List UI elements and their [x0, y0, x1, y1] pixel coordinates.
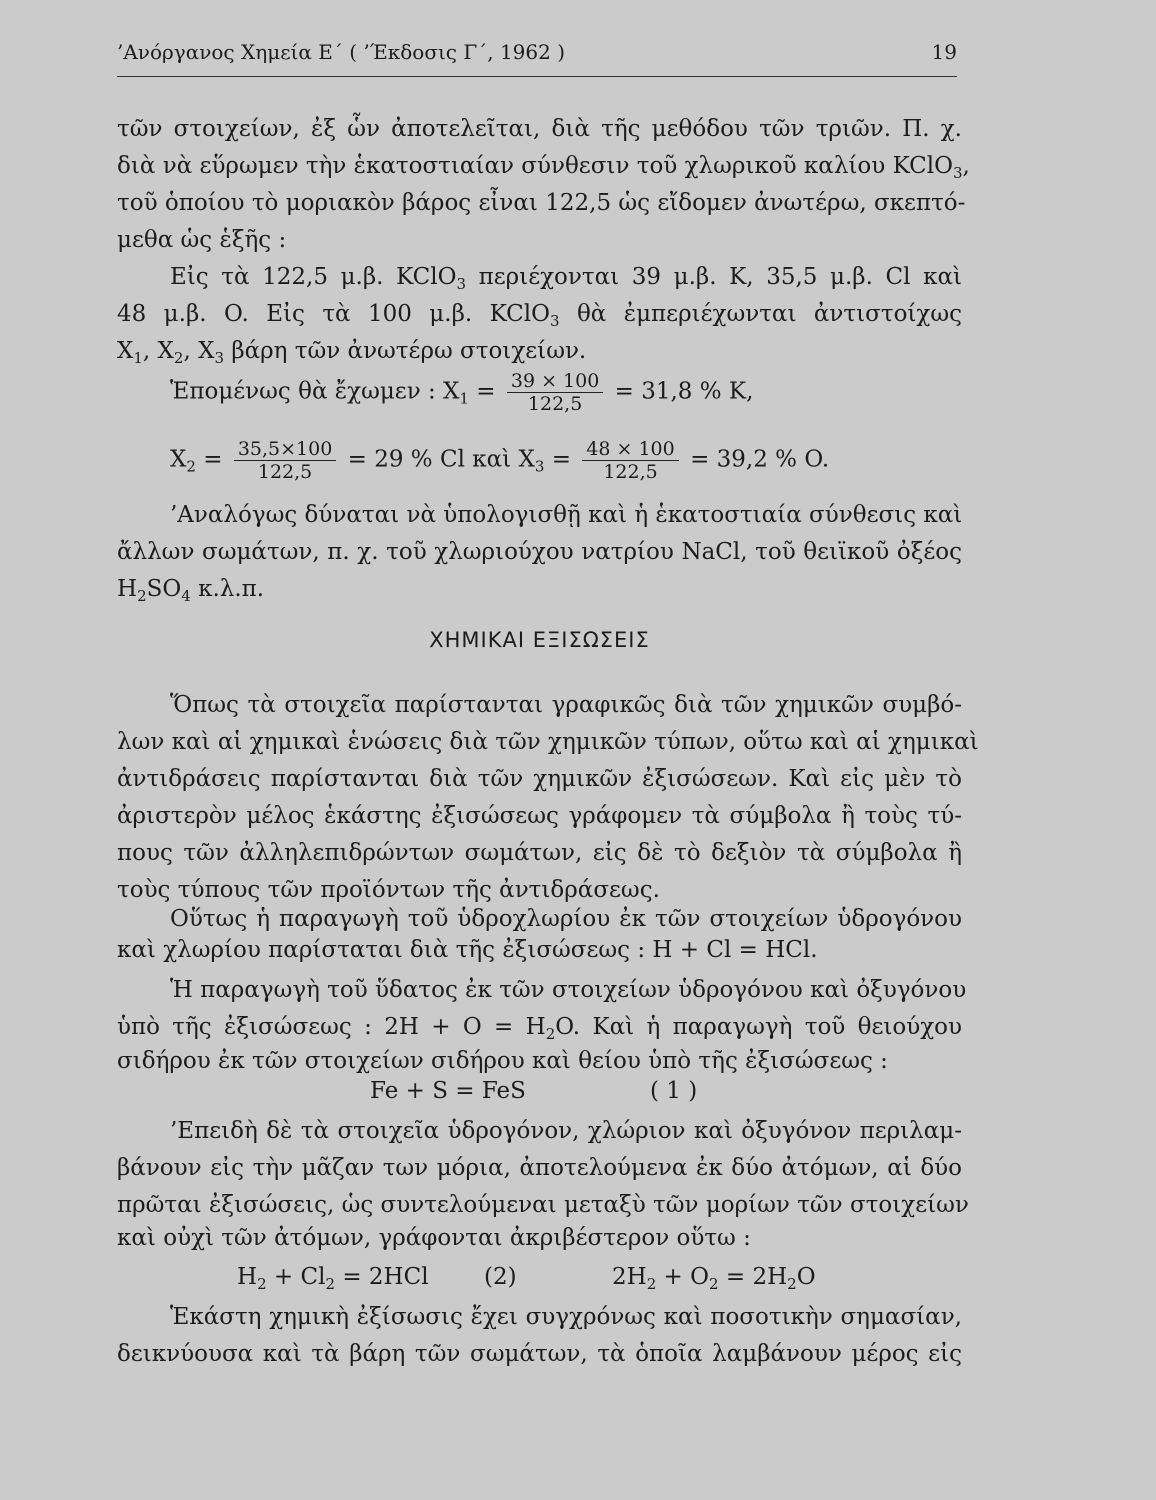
- fraction: $\frac{48 \times 100}{122,5}$: [582, 438, 678, 483]
- fraction: $\frac{39 \times 100}{122,5}$: [507, 370, 603, 415]
- text-line: Ὅπως τὰ στοιχεῖα παρίστανται γραφικῶς διὰ τῶν χημικῶν συμβό-: [170, 692, 962, 718]
- text-line: τοῦ ὁποίου τὸ μοριακὸν βάρος εἶναι 122,5 ὡς εἴδομεν ἀνωτέρω, σκεπτό-: [117, 190, 966, 216]
- section-heading: ΧΗΜΙΚΑΙ ΕΞΙΣΩΣΕΙΣ: [429, 628, 650, 652]
- text-line: καὶ χλωρίου παρίσταται διὰ τῆς ἐξισώσεως : H + Cl = HCl.: [117, 937, 818, 963]
- page-header: [117, 40, 957, 74]
- text-line: τοὺς τύπους τῶν προϊόντων τῆς ἀντιδράσεως.: [117, 877, 660, 903]
- fraction: $\frac{35,5\times 100}{122,5}$: [234, 438, 337, 483]
- header-rule: [117, 76, 957, 77]
- text-line: διὰ νὰ εὕρωμεν τὴν ἑκατοστιαίαν σύνθεσιν τοῦ χλωρικοῦ καλίου KClO$_3$,: [117, 153, 970, 182]
- text-line: ἄλλων σωμάτων, π. χ. τοῦ χλωριούχου νατρίου NaCl, τοῦ θειϊκοῦ ὀξέος: [117, 539, 962, 565]
- text-line: τῶν στοιχείων, ἐξ ὧν ἀποτελεῖται, διὰ τῆς μεθόδου τῶν τριῶν. Π. χ.: [117, 116, 962, 142]
- text-line: ἀντιδράσεις παρίστανται διὰ τῶν χημικῶν ἐξισώσεων. Καὶ εἰς μὲν τὸ: [117, 766, 962, 792]
- equation-1: Fe + S = FeS: [370, 1078, 526, 1104]
- text-line: καὶ οὐχὶ τῶν ἀτόμων, γράφονται ἀκριβέστερον οὕτω :: [117, 1225, 751, 1251]
- equation-2: $H_2 + Cl_2 = 2HCl$: [237, 1264, 429, 1293]
- text-line: ὑπὸ τῆς ἐξισώσεως : $2H + O = H_2O$. Καὶ ἡ παραγωγὴ τοῦ θειούχου: [117, 1014, 962, 1043]
- page-number: 19: [931, 40, 957, 64]
- text-line: ’Επειδὴ δὲ τὰ στοιχεῖα ὑδρογόνον, χλώριον καὶ ὀξυγόνον περιλαμ-: [170, 1118, 962, 1144]
- text-line: $H_2SO_4$ κ.λ.π.: [117, 576, 265, 605]
- text-line: δεικνύουσα καὶ τὰ βάρη τῶν σωμάτων, τὰ ὁποῖα λαμβάνουν μέρος εἰς: [117, 1341, 962, 1367]
- text-line: ἀριστερὸν μέλος ἑκάστης ἐξισώσεως γράφομεν τὰ σύμβολα ἢ τοὺς τύ-: [117, 803, 962, 829]
- text-line: μεθα ὡς ἑξῆς :: [117, 227, 287, 253]
- text-line: 48 μ.β. O. Εἰς τὰ 100 μ.β. KClO$_3$ θὰ ἐμπεριέχωνται ἀντιστοίχως: [117, 301, 963, 330]
- formula-x1: Ἑπομένως θὰ ἔχωμεν : $X_1$ = $\frac{39 \times 100}{122,5}$ = 31,8 % K,: [170, 370, 754, 415]
- text-line: Ἡ παραγωγὴ τοῦ ὕδατος ἐκ τῶν στοιχείων ὑδρογόνου καὶ ὀξυγόνου: [170, 977, 967, 1003]
- text-line: Ἑκάστη χημικὴ ἐξίσωσις ἔχει συγχρόνως καὶ ποσοτικὴν σημασίαν,: [170, 1304, 962, 1330]
- text-line: Εἰς τὰ 122,5 μ.β. KClO$_3$ περιέχονται 39 μ.β. K, 35,5 μ.β. Cl καὶ: [170, 264, 962, 293]
- equation-number: ( 1 ): [650, 1078, 698, 1104]
- text-line: σιδήρου ἐκ τῶν στοιχείων σιδήρου καὶ θείου ὑπὸ τῆς ἐξισώσεως :: [117, 1048, 888, 1074]
- equation-number: (2): [484, 1264, 517, 1290]
- equation-3: $2H_2 + O_2 = 2H_2O$: [612, 1264, 816, 1293]
- text-line: πρῶται ἐξισώσεις, ὡς συντελούμεναι μεταξὺ τῶν μορίων τῶν στοιχείων: [117, 1192, 969, 1218]
- formula-x2-x3: $X_2$ = $\frac{35,5\times 100}{122,5}$ = 29 % Cl καὶ $X_3$ = $\frac{48 \times 100}{122,5}$ = 39,2 % O.: [170, 438, 830, 483]
- running-title: ’Ανόργανος Χημεία Ε΄ ( ’Έκδοσις Γ΄, 1962 ): [117, 40, 566, 64]
- text-line: βάνουν εἰς τὴν μᾶζαν των μόρια, ἀποτελούμενα ἐκ δύο ἀτόμων, αἱ δύο: [117, 1155, 962, 1181]
- text-line: ’Αναλόγως δύναται νὰ ὑπολογισθῇ καὶ ἡ ἑκατοστιαία σύνθεσις καὶ: [170, 502, 963, 528]
- text-line: $X_1$, $X_2$, $X_3$ βάρη τῶν ἀνωτέρω στοιχείων.: [117, 338, 587, 367]
- text-line: πους τῶν ἀλληλεπιδρώντων σωμάτων, εἰς δὲ τὸ δεξιὸν τὰ σύμβολα ἢ: [117, 840, 962, 866]
- text-line: λων καὶ αἱ χημικαὶ ἑνώσεις διὰ τῶν χημικῶν τύπων, οὕτω καὶ αἱ χημικαὶ: [117, 729, 979, 755]
- text-line: Οὕτως ἡ παραγωγὴ τοῦ ὑδροχλωρίου ἐκ τῶν στοιχείων ὑδρογόνου: [170, 906, 962, 932]
